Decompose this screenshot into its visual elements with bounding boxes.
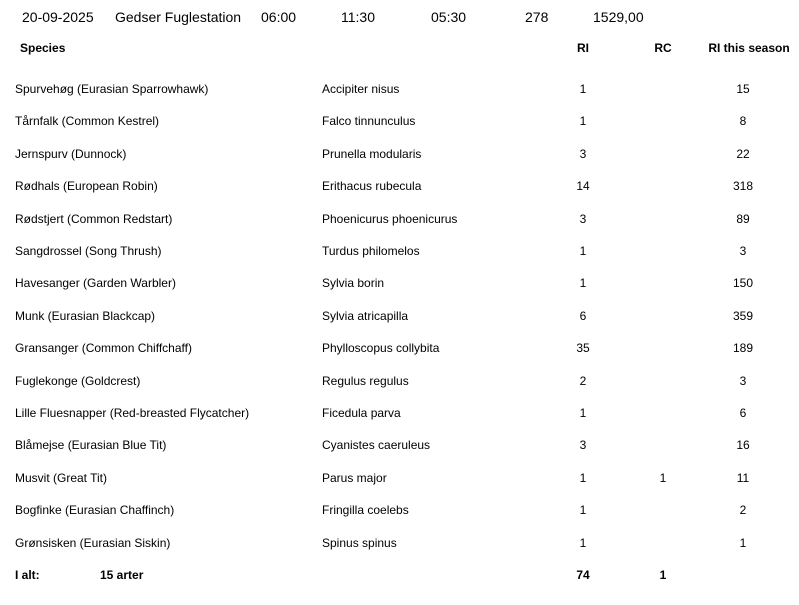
ri-season-value: 2: [739, 503, 747, 517]
ri-season-value: 1: [739, 536, 747, 550]
latin-name: Phoenicurus phoenicurus: [322, 212, 458, 226]
species-name: Jernspurv (Dunnock): [15, 147, 127, 161]
latin-name: Cyanistes caeruleus: [322, 438, 431, 452]
species-name: Sangdrossel (Song Thrush): [15, 244, 162, 258]
ri-season-value: 16: [736, 438, 750, 452]
column-header-species: Species: [20, 41, 66, 55]
ri-season-value: 3: [739, 374, 747, 388]
latin-name: Fringilla coelebs: [322, 503, 409, 517]
species-name: Havesanger (Garden Warbler): [15, 276, 176, 290]
latin-name: Phylloscopus collybita: [322, 341, 440, 355]
species-name: Rødstjert (Common Redstart): [15, 212, 173, 226]
latin-name: Falco tinnunculus: [322, 114, 416, 128]
latin-name: Sylvia atricapilla: [322, 309, 409, 323]
latin-name: Turdus philomelos: [322, 244, 420, 258]
species-name: Blåmejse (Eurasian Blue Tit): [15, 438, 167, 452]
column-header-rc: RC: [654, 41, 672, 55]
ri-value: 35: [576, 341, 590, 355]
start-time: 06:00: [261, 9, 297, 25]
ri-value: 3: [579, 147, 587, 161]
ri-season-value: 8: [739, 114, 747, 128]
totals-ri: 74: [576, 568, 590, 582]
latin-name: Spinus spinus: [322, 536, 397, 550]
ri-value: 1: [579, 536, 587, 550]
latin-name: Prunella modularis: [322, 147, 422, 161]
ri-season-value: 6: [739, 406, 747, 420]
species-name: Lille Fluesnapper (Red-breasted Flycatcher): [15, 406, 250, 420]
latin-name: Accipiter nisus: [322, 82, 400, 96]
end-time: 11:30: [341, 9, 375, 25]
ri-value: 1: [579, 406, 587, 420]
latin-name: Regulus regulus: [322, 374, 409, 388]
ri-value: 3: [579, 438, 587, 452]
species-name: Fuglekonge (Goldcrest): [15, 374, 141, 388]
totals-species-count: 15 arter: [100, 568, 144, 582]
species-name: Munk (Eurasian Blackcap): [15, 309, 156, 323]
header-number: 278: [525, 9, 549, 25]
ri-value: 1: [579, 503, 587, 517]
latin-name: Erithacus rubecula: [322, 179, 422, 193]
ri-value: 1: [579, 276, 587, 290]
totals-rc: 1: [659, 568, 667, 582]
ri-value: 6: [579, 309, 587, 323]
ri-value: 2: [579, 374, 587, 388]
ri-season-value: 189: [732, 341, 754, 355]
species-name: Musvit (Great Tit): [15, 471, 108, 485]
header-value: 1529,00: [593, 9, 644, 25]
ri-value: 3: [579, 212, 587, 226]
rc-value: 1: [659, 471, 667, 485]
column-header-ri-season: RI this season: [708, 41, 790, 55]
species-name: Rødhals (European Robin): [15, 179, 158, 193]
totals-label: I alt:: [15, 568, 40, 582]
ri-season-value: 3: [739, 244, 747, 258]
species-name: Spurvehøg (Eurasian Sparrowhawk): [15, 82, 209, 96]
latin-name: Parus major: [322, 471, 387, 485]
column-header-ri: RI: [577, 41, 589, 55]
ri-season-value: 150: [732, 276, 754, 290]
ri-value: 1: [579, 244, 587, 258]
ri-value: 14: [576, 179, 590, 193]
species-name: Tårnfalk (Common Kestrel): [15, 114, 160, 128]
ri-season-value: 22: [736, 147, 750, 161]
report-date: 20-09-2025: [22, 9, 94, 25]
ri-value: 1: [579, 82, 587, 96]
duration: 05:30: [431, 9, 467, 25]
ri-season-value: 359: [732, 309, 754, 323]
ri-value: 1: [579, 114, 587, 128]
species-name: Bogfinke (Eurasian Chaffinch): [15, 503, 175, 517]
latin-name: Ficedula parva: [322, 406, 401, 420]
ri-season-value: 89: [736, 212, 750, 226]
species-name: Gransanger (Common Chiffchaff): [15, 341, 192, 355]
ri-season-value: 11: [736, 471, 750, 485]
species-name: Grønsisken (Eurasian Siskin): [15, 536, 171, 550]
ri-season-value: 15: [736, 82, 750, 96]
latin-name: Sylvia borin: [322, 276, 385, 290]
ri-value: 1: [579, 471, 587, 485]
station-name: Gedser Fuglestation: [115, 9, 242, 25]
ri-season-value: 318: [732, 179, 754, 193]
